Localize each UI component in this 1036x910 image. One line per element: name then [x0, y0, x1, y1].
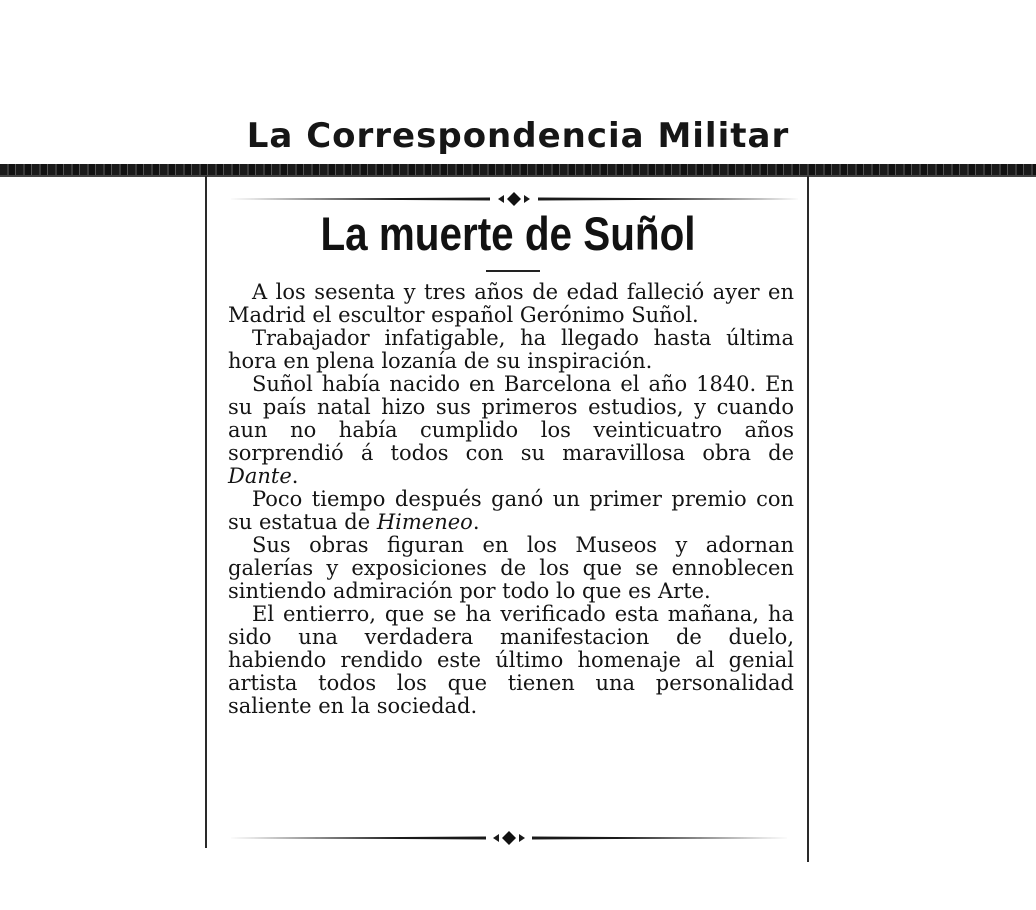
paragraph-text: Poco tiempo después ganó un primer premio con su estatua de	[228, 487, 794, 534]
newspaper-masthead: La Correspondencia Militar	[246, 116, 790, 156]
artwork-title: Himeneo	[376, 510, 473, 534]
ornament-divider-bottom	[228, 831, 790, 845]
artwork-title: Dante	[228, 464, 292, 488]
article-paragraph: El entierro, que se ha verificado esta mañana, ha sido una verdadera manifestacion de duelo, habiendo rendido este último homenaje al genial artista todos los que tienen una personalidad saliente en la sociedad.	[228, 602, 794, 718]
article-paragraph: A los sesenta y tres años de edad falleció ayer en Madrid el escultor español Gerónimo Suñol.	[228, 280, 794, 327]
masthead-rule-thin	[0, 175, 1036, 177]
article-paragraph: Sus obras figuran en los Museos y adornan galerías y exposiciones de los que se ennoblecen sintiendo admiración por todo lo que es Arte.	[228, 533, 794, 603]
article-paragraph	[228, 373, 794, 488]
article-headline: La muerte de Suñol	[320, 207, 696, 260]
paragraph-text: .	[291, 464, 299, 488]
article-paragraph: Trabajador infatigable, ha llegado hasta última hora en plena lozanía de su inspiración.	[228, 326, 794, 373]
paragraph-text: .	[472, 510, 480, 534]
column-line-left	[205, 176, 207, 848]
masthead-rule	[0, 164, 1036, 175]
paragraph-text: Suñol había nacido en Barcelona el año 1840. En su país natal hizo sus primeros estudios, y cuando aun no había cumplido los veinticuatro años sorprendió á todos con su maravillosa obra de	[228, 372, 794, 465]
ornament-divider-top	[228, 192, 800, 206]
article-paragraph	[228, 488, 794, 534]
column-line-right	[807, 176, 809, 862]
article-body	[228, 281, 794, 718]
headline-rule	[486, 270, 540, 272]
